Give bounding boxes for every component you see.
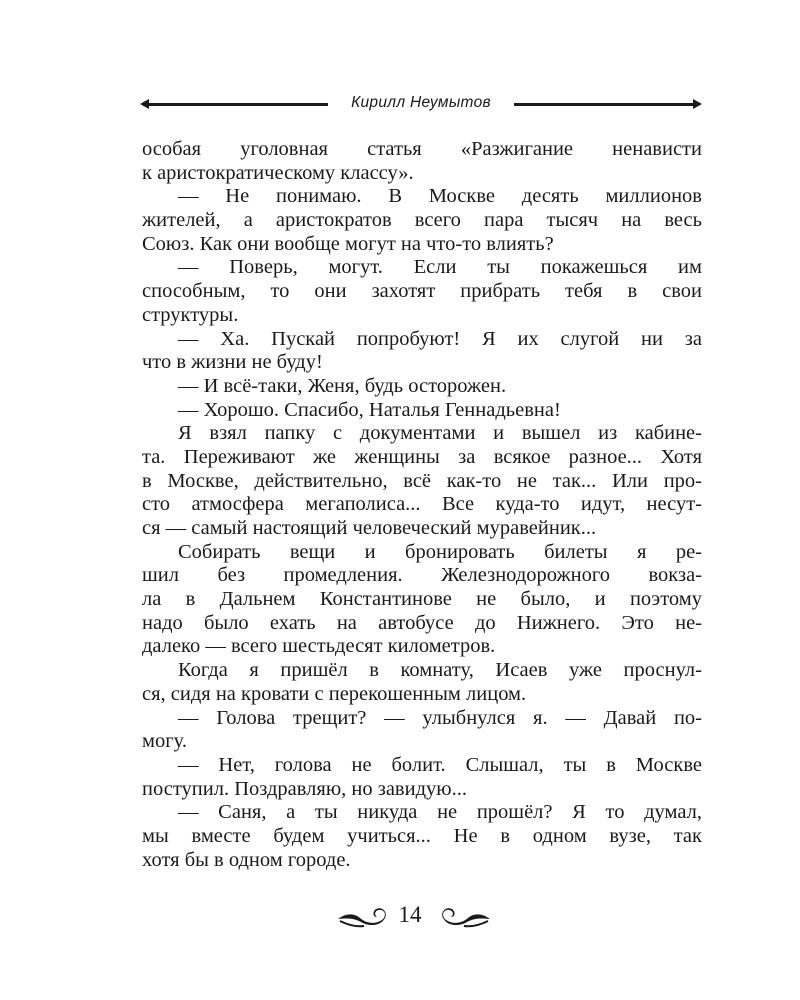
text-line: к аристократическому классу». xyxy=(142,161,414,184)
text-line: Когда я пришёл в комнату, Исаев уже проснул- xyxy=(178,659,702,682)
text-line: — Хорошо. Спасибо, Наталья Геннадьевна! xyxy=(178,398,561,421)
text-line: — Голова трещит? — улыбнулся я. — Давай по- xyxy=(178,706,702,729)
page-number: 14 xyxy=(398,902,422,927)
text-line: — Ха. Пускай попробуют! Я их слугой ни за xyxy=(178,327,702,350)
header-rule-right xyxy=(514,103,696,106)
text-line: ся — самый настоящий человеческий муравейник... xyxy=(142,517,597,539)
text-line: Я взял папку с документами и вышел из кабине- xyxy=(178,422,702,445)
text-line: способным, то они захотят прибрать тебя в свои xyxy=(142,280,702,303)
text-line: далеко — всего шестьдесят километров. xyxy=(142,635,496,658)
text-line: жителей, а аристократов всего пара тысяч на весь xyxy=(142,209,702,232)
text-line: что в жизни не буду! xyxy=(142,351,323,374)
text-line: шил без промедления. Железнодорожного вокза- xyxy=(142,564,702,587)
text-line: в Москве, действительно, всё как-то не так... Или про- xyxy=(142,469,702,492)
text-line: ся, сидя на кровати с перекошенным лицом. xyxy=(142,682,527,705)
text-line: — И всё-таки, Женя, будь осторожен. xyxy=(178,374,507,397)
text-line: та. Переживают же женщины за всякое разное... Хотя xyxy=(142,445,702,468)
text-line: — Поверь, могут. Если ты покажешься им xyxy=(178,256,702,279)
text-line: — Саня, а ты никуда не прошёл? Я то думал, xyxy=(178,801,702,824)
text-line: сто атмосфера мегаполиса... Все куда-то идут, несут- xyxy=(142,493,702,516)
text-line: структуры. xyxy=(142,303,239,326)
text-line: ла в Дальнем Константинове не было, и поэтому xyxy=(142,588,702,611)
text-line: мы вместе будем учиться... Не в одном вузе, так xyxy=(142,824,702,847)
text-line: — Нет, голова не болит. Слышал, ты в Москве xyxy=(178,753,702,776)
running-head-author: Кирилл Неумытов xyxy=(351,94,491,111)
text-line: хотя бы в одном городе. xyxy=(142,848,351,871)
text-line: Союз. Как они вообще могут на что-то влиять? xyxy=(142,232,554,255)
text-line: особая уголовная статья «Разжигание ненависти xyxy=(142,138,702,160)
text-line: надо было ехать на автобусе до Нижнего. Это не- xyxy=(142,611,702,634)
body-text xyxy=(142,138,702,872)
header-rule-right-arrow xyxy=(693,99,702,109)
footer-ornament-right xyxy=(440,906,492,930)
text-line: поступил. Поздравляю, но завидую... xyxy=(142,777,467,800)
text-line: — Не понимаю. В Москве десять миллионов xyxy=(178,185,702,208)
text-line: Собирать вещи и бронировать билеты я ре- xyxy=(178,540,702,563)
text-line: могу. xyxy=(142,730,187,753)
page-footer xyxy=(0,900,800,940)
running-header xyxy=(140,90,702,118)
